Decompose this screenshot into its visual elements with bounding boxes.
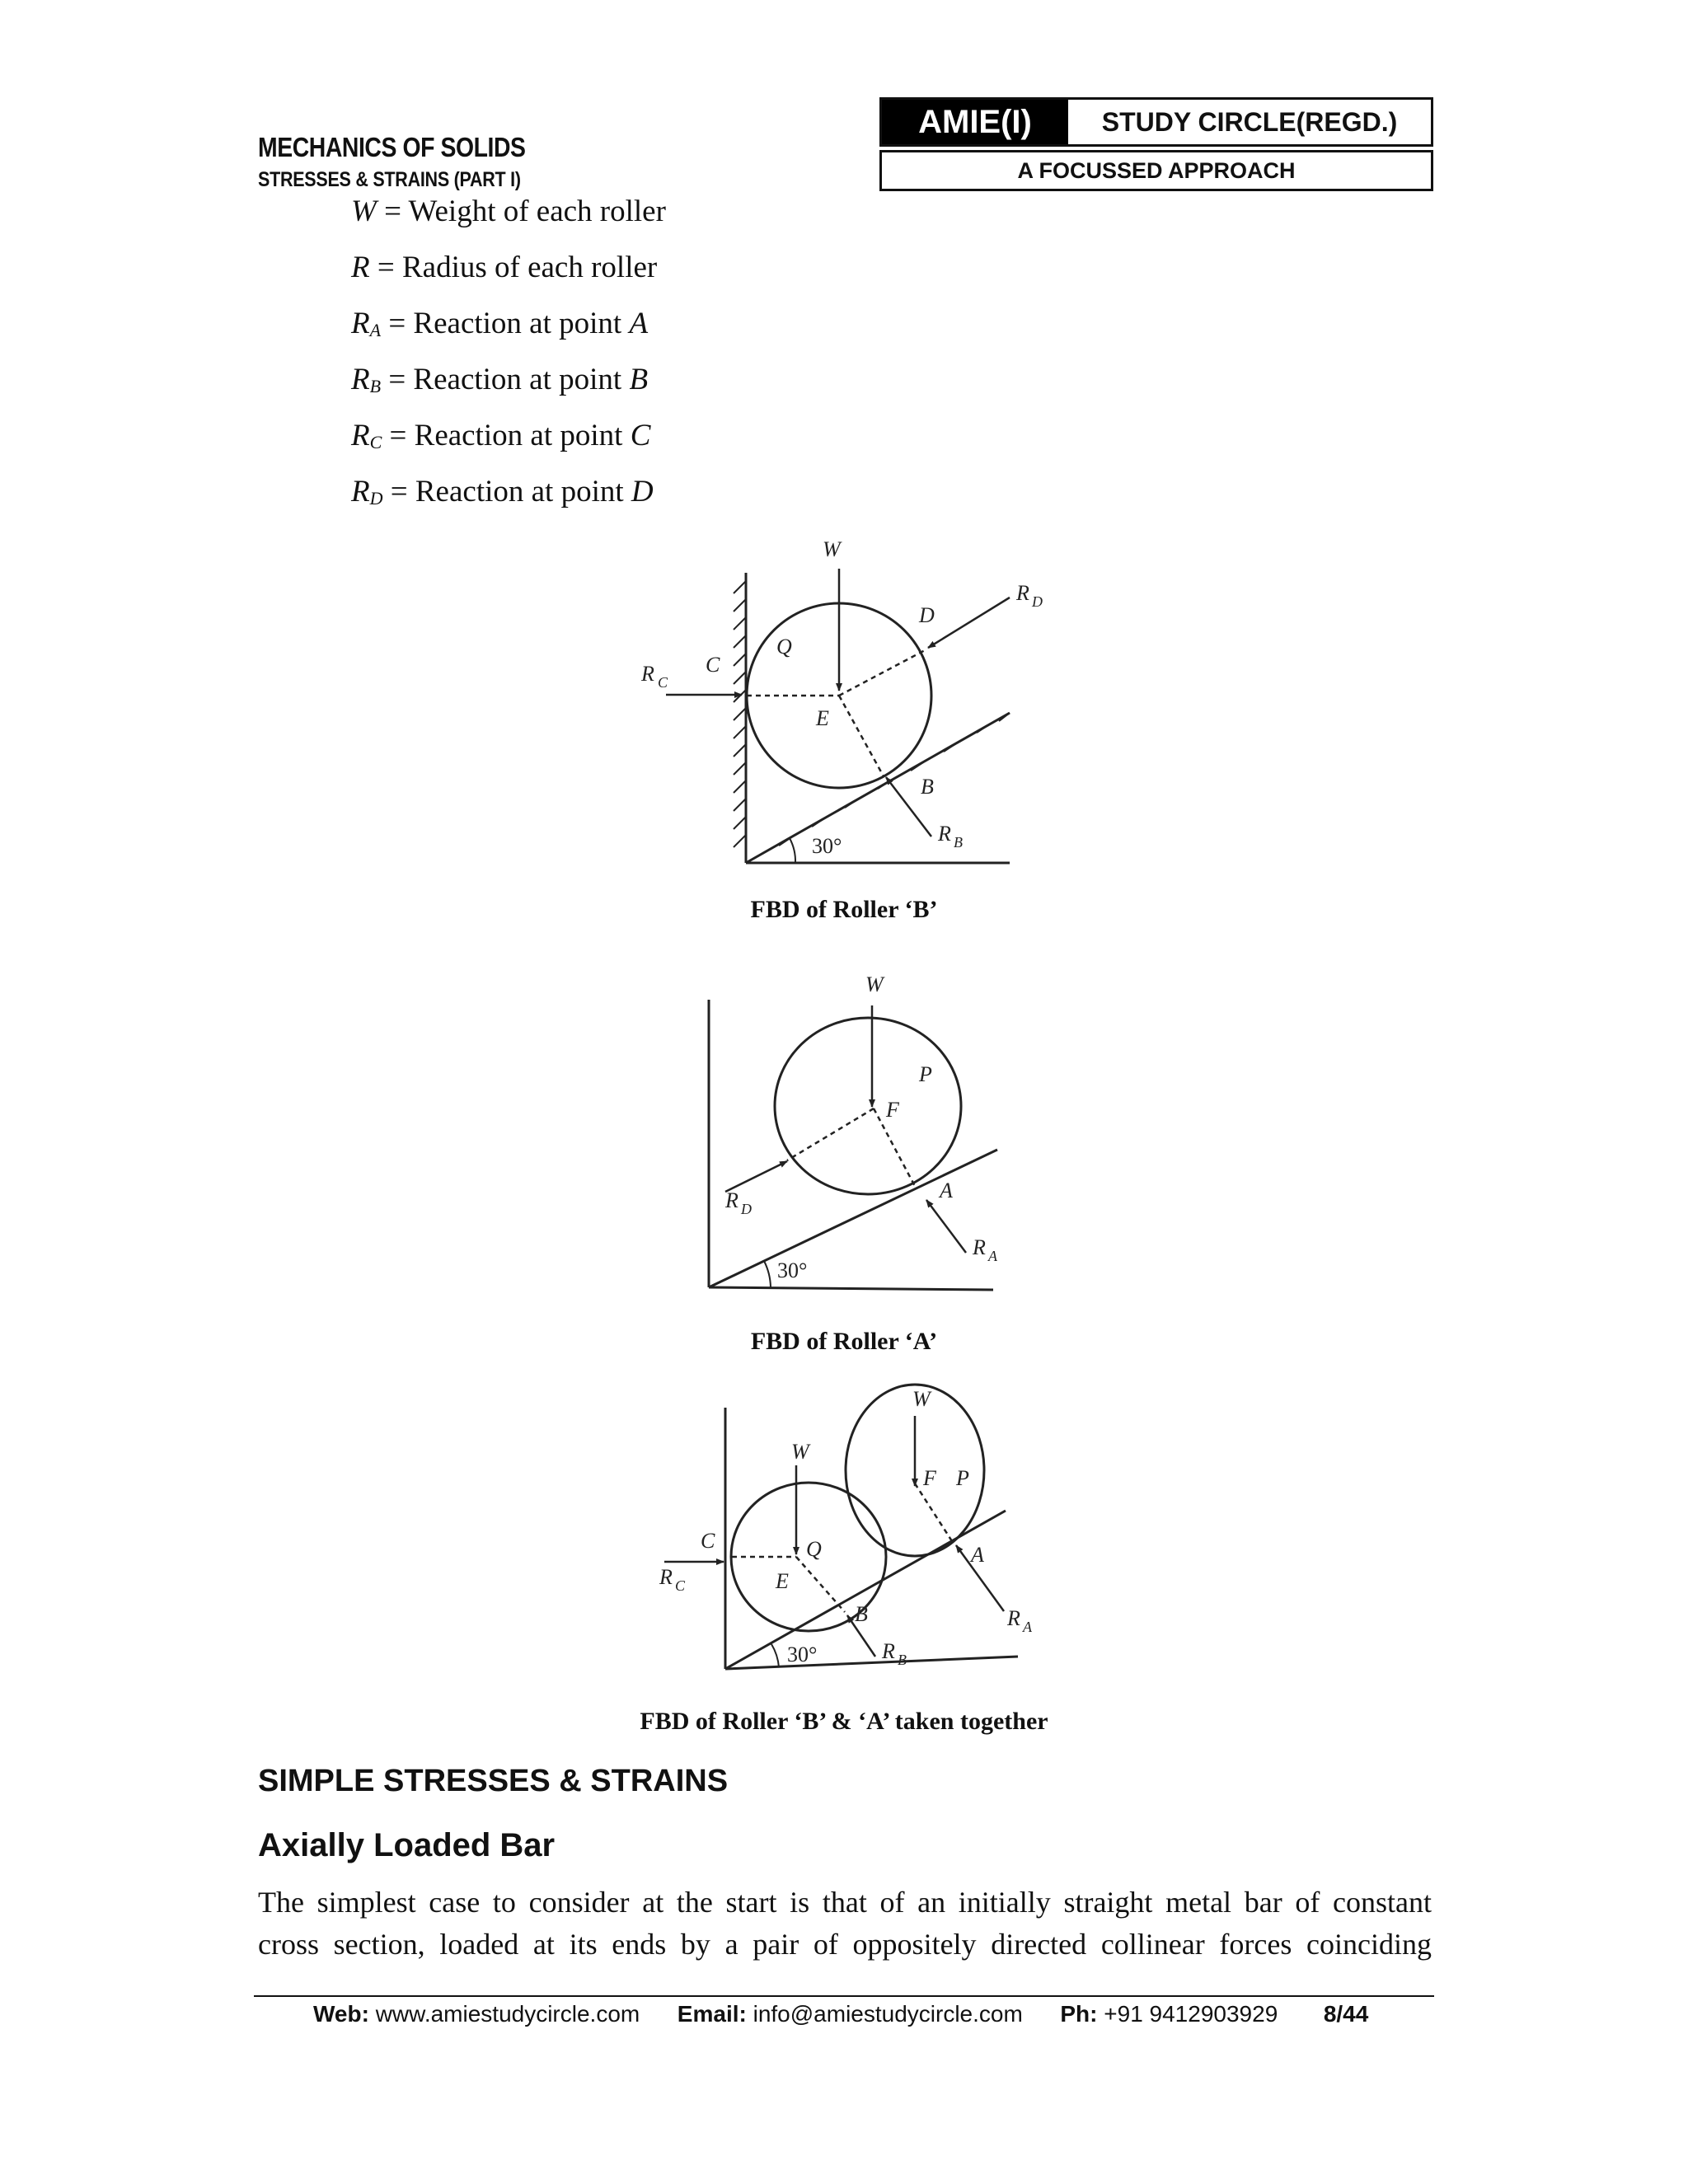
svg-text:R: R	[882, 1639, 895, 1663]
svg-text:A: A	[1023, 1619, 1032, 1635]
paragraph-line: cross section, loaded at its ends by a pair of oppositely directed collinear forces coinciding	[258, 1928, 1432, 1961]
paragraph-line: The simplest case to consider at the start is that of an initially straight metal bar of constant	[258, 1886, 1432, 1919]
angle-label: 30°	[812, 834, 842, 858]
footer-phone-label: Ph:	[1060, 2001, 1098, 2027]
chapter-title: STRESSES & STRAINS (PART I)	[258, 168, 521, 191]
course-title: MECHANICS OF SOLIDS	[258, 132, 526, 162]
definition-line: $R_B$ = Reaction at point B	[351, 363, 649, 396]
footer-phone: +91 9412903929	[1104, 2001, 1278, 2027]
brand-left-label: AMIE(I)	[882, 100, 1068, 144]
svg-text:W: W	[865, 972, 884, 996]
subsection-heading: Axially Loaded Bar	[258, 1827, 556, 1863]
svg-text:C: C	[701, 1529, 715, 1553]
svg-text:D: D	[1032, 593, 1043, 610]
page-number: 8/44	[1323, 2001, 1369, 2027]
svg-text:R: R	[659, 1565, 673, 1589]
footer	[313, 2001, 1368, 2027]
section-heading: SIMPLE STRESSES & STRAINS	[258, 1764, 729, 1798]
svg-text:Q: Q	[806, 1537, 822, 1561]
svg-text:B: B	[898, 1652, 907, 1668]
footer-divider	[254, 1995, 1434, 1997]
svg-text:P: P	[919, 1062, 932, 1086]
svg-text:R: R	[725, 1188, 738, 1212]
footer-web[interactable]: www.amiestudycircle.com	[375, 2001, 640, 2027]
svg-text:C: C	[658, 674, 668, 691]
svg-text:B: B	[855, 1602, 868, 1626]
footer-email[interactable]: info@amiestudycircle.com	[753, 2001, 1023, 2027]
svg-text:C: C	[706, 653, 720, 677]
footer-email-label: Email:	[677, 2001, 747, 2027]
svg-text:R: R	[938, 822, 951, 846]
svg-text:R: R	[641, 662, 654, 686]
angle-label: 30°	[787, 1643, 818, 1666]
svg-text:R: R	[1007, 1606, 1020, 1630]
footer-web-label: Web:	[313, 2001, 369, 2027]
definition-line: $R_C$ = Reaction at point C	[351, 419, 651, 452]
svg-text:F: F	[923, 1466, 936, 1490]
svg-text:P: P	[956, 1466, 969, 1490]
svg-text:W: W	[823, 537, 841, 561]
svg-text:A: A	[988, 1248, 997, 1264]
svg-text:E: E	[776, 1569, 789, 1593]
svg-text:A: A	[971, 1543, 984, 1567]
definition-line: $R_D$ = Reaction at point D	[351, 475, 654, 509]
svg-text:W: W	[912, 1387, 931, 1411]
svg-text:C: C	[675, 1577, 686, 1594]
figure-caption: FBD of Roller ‘B’	[750, 896, 938, 923]
svg-text:F: F	[886, 1098, 899, 1122]
definition-line: $R_A$ = Reaction at point A	[351, 307, 649, 340]
definition-line: R = Radius of each roller	[351, 251, 658, 284]
body-paragraph	[258, 1882, 1432, 1966]
tagline-box: A FOCUSSED APPROACH	[879, 150, 1433, 191]
figure-caption: FBD of Roller ‘A’	[750, 1328, 938, 1355]
svg-text:B: B	[954, 834, 963, 851]
svg-text:R: R	[1016, 581, 1029, 605]
definition-line: W = Weight of each roller	[351, 194, 666, 228]
angle-label: 30°	[777, 1258, 808, 1282]
svg-text:E: E	[816, 706, 829, 730]
brand-right-label: STUDY CIRCLE(REGD.)	[1101, 106, 1398, 137]
svg-text:R: R	[973, 1235, 986, 1259]
svg-text:D: D	[919, 603, 935, 627]
svg-text:W: W	[791, 1440, 809, 1464]
svg-text:D: D	[741, 1201, 752, 1217]
svg-text:Q: Q	[776, 635, 792, 658]
svg-text:A: A	[940, 1179, 953, 1202]
svg-text:B: B	[921, 775, 934, 799]
figure-caption: FBD of Roller ‘B’ & ‘A’ taken together	[640, 1708, 1048, 1735]
